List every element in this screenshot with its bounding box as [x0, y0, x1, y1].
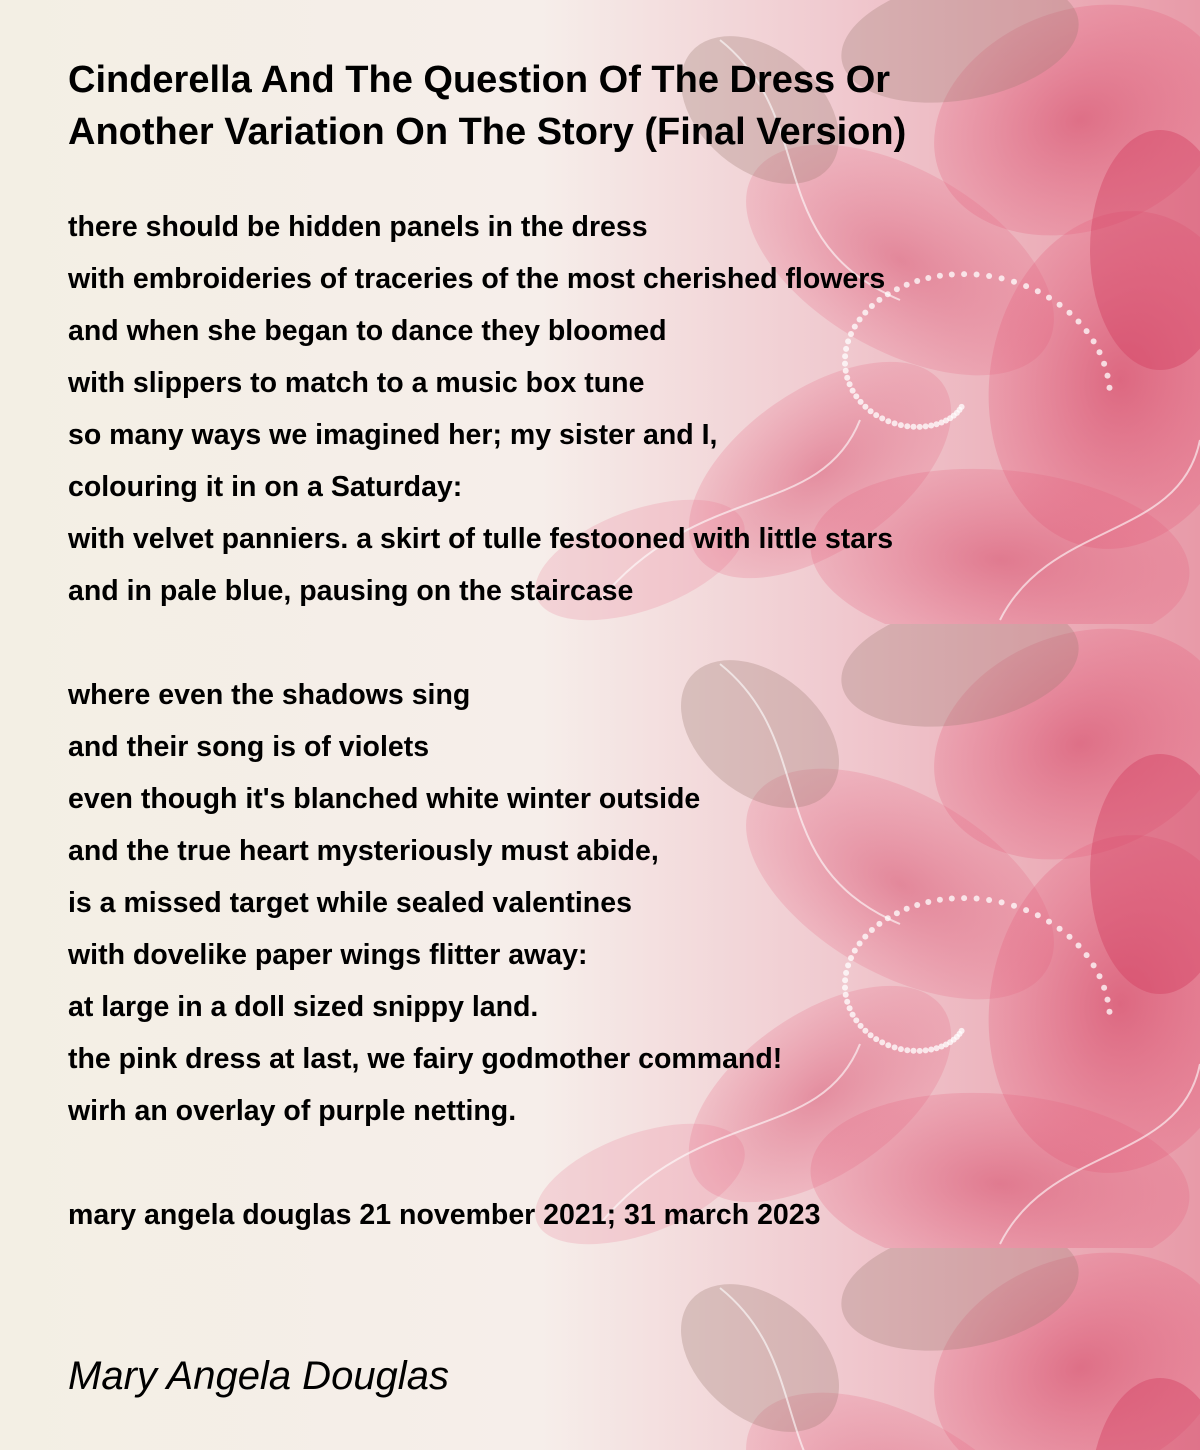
- decorative-dot: [1101, 361, 1107, 367]
- decorative-dot: [1084, 952, 1090, 958]
- decorative-dot: [934, 421, 940, 427]
- poem-line: where even the shadows sing: [68, 679, 471, 711]
- poem-line: and when she began to dance they bloomed: [68, 315, 667, 347]
- poem-signature-line: mary angela douglas 21 november 2021; 31 march 2023: [68, 1199, 821, 1231]
- decorative-dot: [1105, 997, 1111, 1003]
- decorative-dot: [925, 275, 931, 281]
- decorative-dot: [845, 338, 851, 344]
- decorative-dot: [894, 910, 900, 916]
- decorative-dot: [986, 897, 992, 903]
- decorative-dot: [869, 927, 875, 933]
- decorative-dot: [1023, 283, 1029, 289]
- decorative-dot: [999, 275, 1005, 281]
- decorative-dot: [853, 393, 859, 399]
- decorative-dot: [853, 1017, 859, 1023]
- decorative-dot: [862, 310, 868, 316]
- decorative-dot: [842, 977, 848, 983]
- decorative-dot: [911, 424, 917, 430]
- decorative-dot: [868, 408, 874, 414]
- decorative-dot: [844, 375, 850, 381]
- decorative-dot: [914, 278, 920, 284]
- poem-line: and their song is of violets: [68, 731, 430, 763]
- decorative-dot: [885, 418, 891, 424]
- decorative-dot: [844, 999, 850, 1005]
- poem-line: with velvet panniers. a skirt of tulle festooned with little stars: [68, 523, 894, 555]
- decorative-dot: [868, 1032, 874, 1038]
- decorative-dot: [873, 412, 879, 418]
- decorative-dot: [894, 286, 900, 292]
- poem-line: even though it's blanched white winter outside: [68, 783, 701, 815]
- decorative-dot: [1035, 912, 1041, 918]
- decorative-dot: [862, 934, 868, 940]
- floral-background-band: [0, 1248, 1200, 1450]
- decorative-dot: [1023, 907, 1029, 913]
- decorative-dot: [1107, 385, 1113, 391]
- decorative-dot: [904, 1047, 910, 1053]
- decorative-dot: [876, 921, 882, 927]
- decorative-dot: [845, 962, 851, 968]
- decorative-dot: [1107, 1009, 1113, 1015]
- decorative-dot: [1091, 338, 1097, 344]
- poem-line: there should be hidden panels in the dress: [68, 211, 648, 243]
- decorative-dot: [1011, 279, 1017, 285]
- decorative-dot: [1097, 973, 1103, 979]
- decorative-dot: [1046, 919, 1052, 925]
- decorative-dot: [898, 422, 904, 428]
- decorative-dot: [847, 1005, 853, 1011]
- decorative-dot: [1067, 934, 1073, 940]
- poem-line: and in pale blue, pausing on the staircase: [68, 575, 634, 607]
- decorative-dot: [850, 1012, 856, 1018]
- decorative-dot: [917, 1048, 923, 1054]
- decorative-dot: [852, 324, 858, 330]
- decorative-dot: [949, 896, 955, 902]
- decorative-dot: [848, 331, 854, 337]
- poem-title: [68, 54, 1068, 158]
- decorative-dot: [1105, 373, 1111, 379]
- poem-line: the pink dress at last, we fairy godmother command!: [68, 1043, 783, 1075]
- poem-line: colouring it in on a Saturday:: [68, 471, 463, 503]
- decorative-dot: [857, 317, 863, 323]
- decorative-dot: [898, 1046, 904, 1052]
- decorative-dot: [999, 899, 1005, 905]
- decorative-dot: [879, 1039, 885, 1045]
- decorative-dot: [925, 899, 931, 905]
- decorative-dot: [842, 985, 848, 991]
- decorative-dot: [923, 1047, 929, 1053]
- decorative-dot: [904, 423, 910, 429]
- poem-line: is a missed target while sealed valentines: [68, 887, 632, 919]
- decorative-dot: [949, 272, 955, 278]
- decorative-dot: [917, 424, 923, 430]
- decorative-dot: [842, 361, 848, 367]
- decorative-dot: [934, 1045, 940, 1051]
- decorative-dot: [1076, 319, 1082, 325]
- decorative-dot: [928, 423, 934, 429]
- decorative-dot: [869, 303, 875, 309]
- decorative-dot: [986, 273, 992, 279]
- poem-title-line: Cinderella And The Question Of The Dress Or: [68, 59, 891, 101]
- decorative-dot: [843, 368, 849, 374]
- decorative-dot: [850, 388, 856, 394]
- decorative-dot: [1057, 302, 1063, 308]
- poem-line: with embroideries of traceries of the most cherished flowers: [68, 263, 886, 295]
- decorative-dot: [852, 948, 858, 954]
- decorative-dot: [937, 897, 943, 903]
- decorative-dot: [847, 381, 853, 387]
- poem-line: wirh an overlay of purple netting.: [68, 1095, 517, 1127]
- decorative-dot: [904, 282, 910, 288]
- decorative-dot: [911, 1048, 917, 1054]
- decorative-dot: [914, 902, 920, 908]
- decorative-dot: [1076, 943, 1082, 949]
- decorative-dot: [961, 895, 967, 901]
- poem-author: Mary Angela Douglas: [68, 1354, 449, 1398]
- decorative-dot: [842, 353, 848, 359]
- decorative-dot: [1057, 926, 1063, 932]
- decorative-dot: [1091, 962, 1097, 968]
- decorative-dot: [862, 1028, 868, 1034]
- decorative-dot: [879, 415, 885, 421]
- decorative-dot: [928, 1047, 934, 1053]
- decorative-dot: [1011, 903, 1017, 909]
- decorative-dot: [858, 399, 864, 405]
- decorative-dot: [974, 272, 980, 278]
- decorative-dot: [843, 970, 849, 976]
- decorative-dot: [1046, 295, 1052, 301]
- decorative-dot: [885, 1042, 891, 1048]
- decorative-dot: [904, 906, 910, 912]
- decorative-dot: [1067, 310, 1073, 316]
- decorative-dot: [1084, 328, 1090, 334]
- decorative-dot: [843, 992, 849, 998]
- decorative-dot: [961, 271, 967, 277]
- decorative-dot: [1097, 349, 1103, 355]
- decorative-dot: [858, 1023, 864, 1029]
- decorative-dot: [1101, 985, 1107, 991]
- decorative-dot: [857, 941, 863, 947]
- decorative-dot: [843, 346, 849, 352]
- decorative-dot: [848, 955, 854, 961]
- poem-line: with dovelike paper wings flitter away:: [68, 939, 588, 971]
- decorative-dot: [892, 420, 898, 426]
- decorative-dot: [974, 896, 980, 902]
- poem-line: at large in a doll sized snippy land.: [68, 991, 539, 1023]
- decorative-dot: [1035, 288, 1041, 294]
- decorative-dot: [862, 404, 868, 410]
- decorative-dot: [923, 423, 929, 429]
- poem-line: and the true heart mysteriously must abide,: [68, 835, 659, 867]
- poem-line: with slippers to match to a music box tune: [68, 367, 645, 399]
- decorative-dot: [937, 273, 943, 279]
- decorative-dot: [892, 1044, 898, 1050]
- poem-title-line: Another Variation On The Story (Final Version): [68, 111, 907, 153]
- decorative-dot: [873, 1036, 879, 1042]
- poem-line: so many ways we imagined her; my sister and I,: [68, 419, 718, 451]
